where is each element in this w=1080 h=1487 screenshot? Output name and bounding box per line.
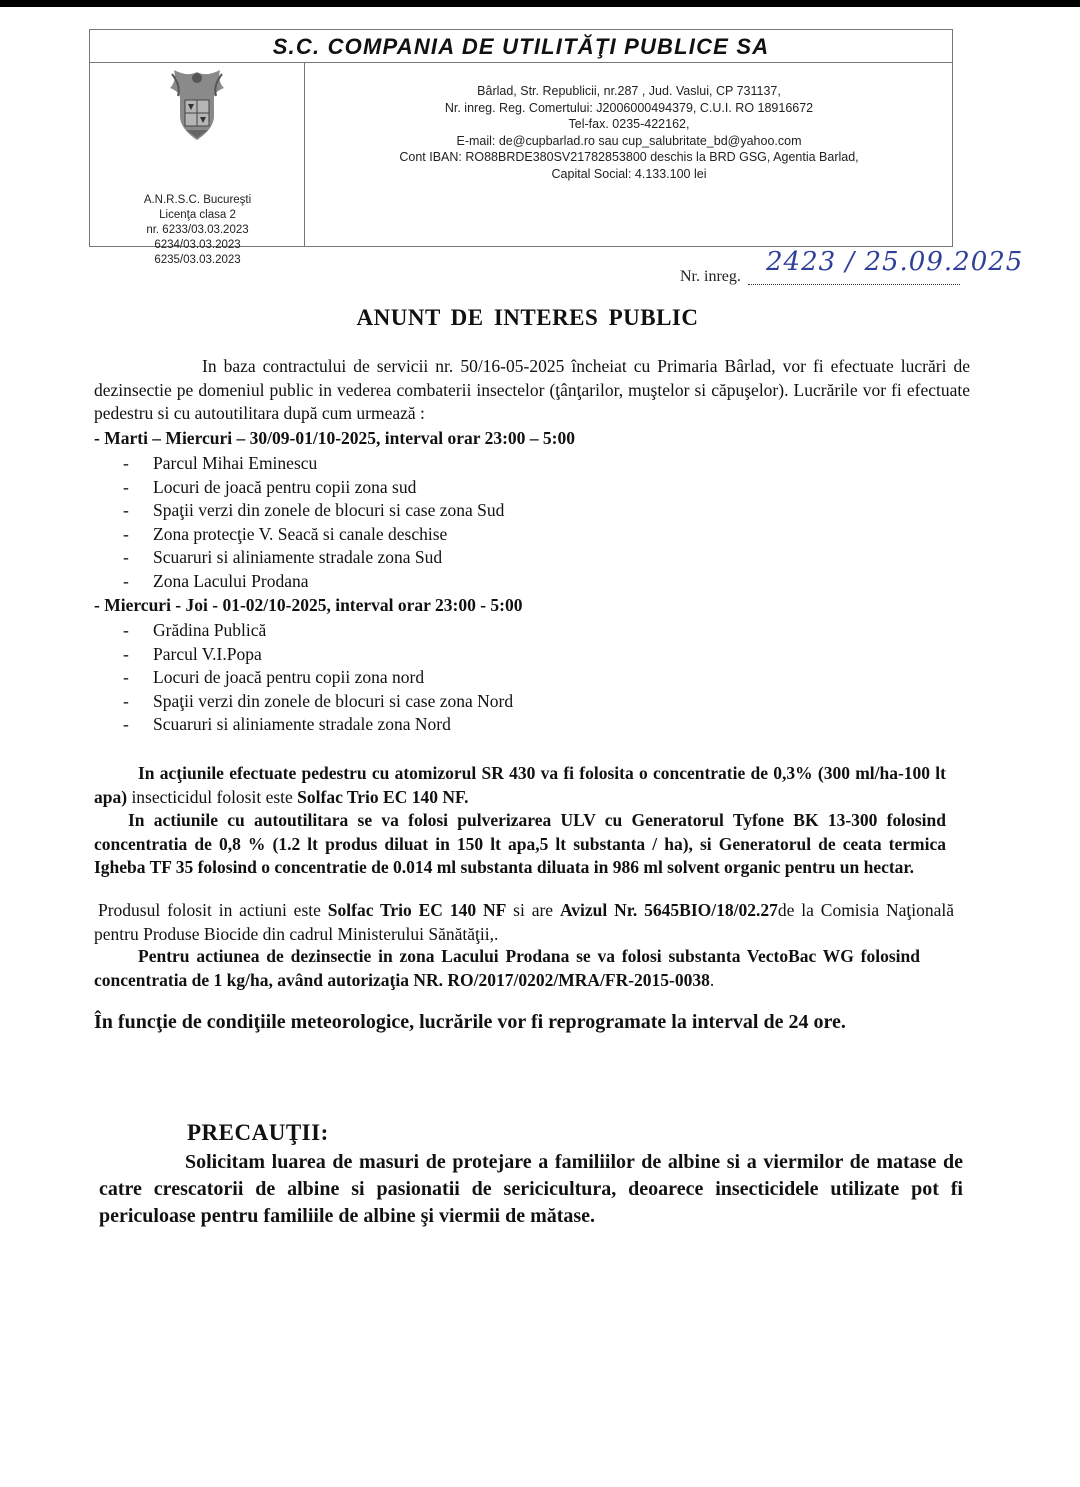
contact-line: Cont IBAN: RO88BRDE380SV21782853800 deschis la BRD GSG, Agentia Barlad, [399, 150, 859, 164]
schedule-heading-2: - Miercuri - Joi - 01-02/10-2025, interval orar 23:00 - 5:00 [94, 595, 523, 615]
vehicle-paragraph: In actiunile cu autoutilitara se va folosi pulverizarea ULV cu Generatorul Tyfone BK 13-300 folosind concentratia de 0,8 % (1.2 lt produs diluat in 150 lt apa,5 lt substanta / ha), si Generatorul de ceata termica Igheba TF 35 folosind o concentratie de 0.014 ml substanta diluata in 986 ml solvent organic pentru un hectar. [94, 810, 946, 877]
lake-text: Pentru actiunea de dezinsectie in zona Lacului Prodana se va folosi substanta VectoBac WG folosind concentratia de 1 kg/ha, având autorizaţia NR. RO/2017/0202/MRA/FR-2015-0038 [94, 946, 920, 990]
authority-cell [90, 63, 305, 266]
contact-line: Bârlad, Str. Republicii, nr.287 , Jud. Vaslui, CP 731137, [477, 84, 781, 98]
authority-line: 6234/03.03.2023 [154, 239, 241, 251]
product-approval: Avizul Nr. 5645BIO/18/02.27 [559, 900, 778, 920]
list-item: - Locuri de joacă pentru copii zona nord [118, 666, 513, 690]
product-text: si are [506, 900, 560, 920]
company-name: S.C. COMPANIA DE UTILITĂŢI PUBLICE SA [90, 30, 952, 63]
letterhead [89, 29, 953, 266]
list-item: - Locuri de joacă pentru copii zona sud [118, 476, 504, 500]
authority-line: Licenţa clasa 2 [159, 209, 236, 221]
contact-line: E-mail: de@cupbarlad.ro sau cup_salubritate_bd@yahoo.com [456, 133, 802, 148]
romanian-coat-of-arms-icon [168, 68, 226, 143]
precautions-text: Solicitam luarea de masuri de protejare a familiilor de albine si a viermilor de matase de catre crescatorii de albine si pasionatii de sericicultura, deoarece insecticidele utilizate pot fi periculoase pentru familiile de albine şi viermii de mătase. [99, 1151, 963, 1227]
product-text: Produsul folosit in actiuni este [98, 900, 328, 920]
atomizer-paragraph [94, 762, 946, 809]
authority-line: nr. 6233/03.03.2023 [146, 224, 249, 236]
top-edge-bar [0, 0, 1080, 7]
intro-paragraph: In baza contractului de servicii nr. 50/16-05-2025 încheiat cu Primaria Bârlad, vor fi efectuate lucrări de dezinsectie pe domeniul public in vederea combaterii insectelor (ţânţarilor, muştelor si căpuşelor). Lucrările vor fi efectuate pedestru si cu autoutilitara după cum urmează : [94, 356, 970, 423]
atomizer-text-normal: insecticidul folosit este [127, 786, 298, 807]
atomizer-text: In acţiunile efectuate pedestru cu atomizorul SR 430 va fi folosita o concentratie de 0,3% (300 ml/ha-100 lt apa) [94, 763, 946, 807]
product-text: de la Comisia Naţională pentru Produse Biocide din cadrul Ministerului Sănătăţii,. [94, 900, 955, 944]
list-item: - Scuaruri si aliniamente stradale zona Sud [118, 546, 504, 570]
registration-number [680, 247, 1024, 292]
list-item: - Parcul Mihai Eminescu [118, 452, 504, 476]
product-name: Solfac Trio EC 140 NF [327, 900, 507, 920]
page-title: ANUNT DE INTERES PUBLIC [356, 305, 699, 330]
list-item: - Zona Lacului Prodana [118, 570, 504, 594]
weather-notice: În funcţie de condiţiile meteorologice, lucrările vor fi reprogramate la interval de 24 ore. [94, 1011, 846, 1033]
list-item: - Spaţii verzi din zonele de blocuri si case zona Sud [118, 499, 504, 523]
registration-label: Nr. inreg. [680, 268, 741, 285]
list-item: - Zona protecţie V. Seacă si canale deschise [118, 523, 504, 547]
list-item: - Parcul V.I.Popa [118, 643, 513, 667]
schedule-list-2 [118, 619, 513, 737]
lake-paragraph [94, 945, 920, 992]
contact-block [306, 83, 952, 182]
list-item: - Scuaruri si aliniamente stradale zona Nord [118, 713, 513, 737]
contact-line: Nr. inreg. Reg. Comertului: J2006000494379, C.U.I. RO 18916672 [444, 100, 814, 115]
list-item: - Spaţii verzi din zonele de blocuri si case zona Nord [118, 690, 513, 714]
authority-line: 6235/03.03.2023 [154, 254, 241, 266]
contact-line: Capital Social: 4.133.100 lei [551, 166, 707, 181]
list-item: - Grădina Publică [118, 619, 513, 643]
schedule-heading-1: - Marti – Miercuri – 30/09-01/10-2025, interval orar 23:00 – 5:00 [94, 428, 575, 448]
registration-handwritten: 2423 / 25.09.2025 [766, 247, 1024, 277]
schedule-list-1 [118, 452, 504, 593]
product-paragraph [94, 899, 954, 946]
precautions-title: PRECAUŢII: [187, 1120, 329, 1145]
contact-line: Tel-fax. 0235-422162, [568, 117, 690, 131]
atomizer-product: Solfac Trio EC 140 NF. [297, 786, 469, 807]
authority-license [90, 193, 305, 268]
lake-period: . [709, 969, 715, 990]
authority-line: A.N.R.S.C. Bucureşti [143, 194, 252, 206]
